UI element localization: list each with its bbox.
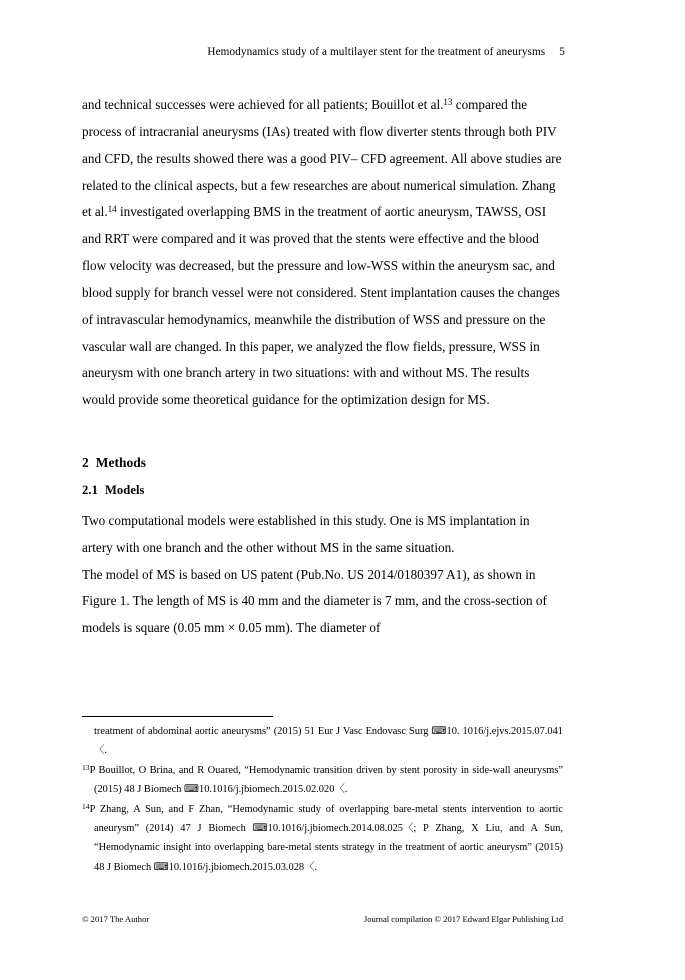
heading-spacer [82,414,563,450]
paragraph-continuation [82,92,563,414]
footnote-marker: 13 [82,762,90,772]
footnote-separator-rule [82,716,273,717]
paragraph-part-a: and technical successes were achieved for all patients; Bouillot et al. [82,97,444,112]
section-number: 2 [82,455,89,471]
subsection-number: 2.1 [82,482,98,497]
running-header [82,45,565,59]
paragraph-part-c: investigated overlapping BMS in the treatment of aortic aneurysm, TAWSS, OSI and RRT were compared and it was proved that the stents were effective and the blood flow velocity was decreased, but the pressure and low-WSS within the aneurysm sac, and blood supply for branch vessel were not considered. Stent implantation causes the changes of intravascular hemodynamics, meanwhile the distribution of WSS and pressure on the vascular wall are changed. In this paper, we analyzed the flow fields, pressure, WSS in aneurysm with one branch artery in two situations: with and without MS. The results would provide some theoretical guidance for the optimization design for MS. [82,204,560,408]
footnote-item [82,800,563,878]
running-header-title: Hemodynamics study of a multilayer stent for the treatment of aneurysms [207,46,546,58]
footnote-text: P Bouillot, O Brina, and R Ouared, “Hemodynamic transition driven by stent porosity in side-wall aneurysms” (2015) 48 J Biomech ⌨10.1016/j.jbiomech.2015.02.020〈. [89,764,563,796]
section-title: Methods [95,455,147,471]
footnote-marker: 14 [82,801,90,811]
footnote-block [82,716,563,877]
section-heading-methods [82,450,563,477]
citation-marker-14[interactable]: 14 [107,204,117,215]
subsection-title: Models [104,482,145,497]
subsection-heading-models [82,477,563,504]
footnote-continued: treatment of abdominal aortic aneurysms” (2015) 51 Eur J Vasc Endovasc Surg ⌨10. 1016/j.ejvs.2015.07.041〈. [94,726,563,757]
footer-copyright-publisher: Journal compilation © 2017 Edward Elgar Publishing Ltd [363,914,563,924]
footnote-item [82,761,563,800]
page-footer [82,913,563,925]
citation-marker-13[interactable]: 13 [443,97,453,108]
footnote-text: P Zhang, A Sun, and F Zhan, “Hemodynamic study of overlapping bare-metal stents intervention to aortic aneurysm” (2014) 47 J Biomech ⌨10.1016/j.jbiomech.2014.08.025〈; P Zhang, X Liu, and A Sun, “Hemodynamic insight into overlapping bare-metal stents strategy in the treatment of aortic aneurysm” (2015) 48 J Biomech ⌨10.1016/j.jbiomech.2015.03.028〈. [89,803,563,873]
paragraph-part-b: compared the process of intracranial aneurysms (IAs) treated with flow diverter stents through both PIV and CFD, the results showed there was a good PIV– CFD agreement. All above studies are related to the clinical aspects, but a few researches are about numerical simulation. Zhang et al. [82,97,562,220]
paragraph-models-intro: Two computational models were established in this study. One is MS implantation in artery with one branch and the other without MS in the same situation. [82,512,530,555]
footer-copyright-author: © 2017 The Author [82,914,150,924]
page-number: 5 [559,46,565,58]
paragraph-ms-model: The model of MS is based on US patent (Pub.No. US 2014/0180397 A1), as shown in Figure 1. The length of MS is 40 mm and the diameter is 7 mm, and the cross-section of models is square (0.05 mm × 0.05 mm). The diameter of [82,566,547,636]
body-text-block [82,92,563,642]
